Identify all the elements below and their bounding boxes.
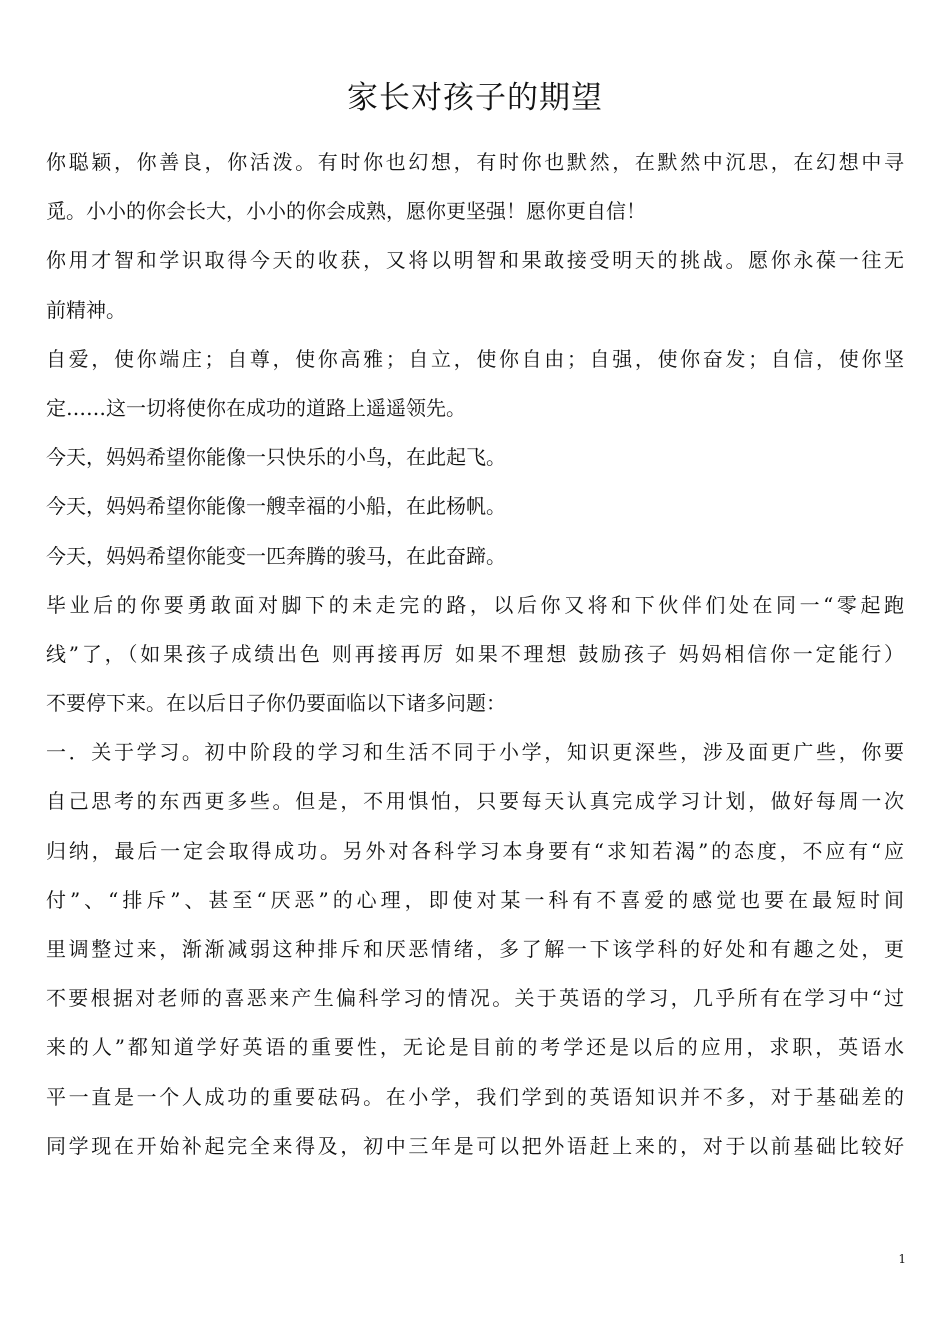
text-line: 前精神。 [46,297,126,322]
text-line: 一．关于学习。初中阶段的学习和生活不同于小学，知识更深些，涉及面更广些，你要 [46,740,904,765]
text-line: 线”了，（如果孩子成绩出色 则再接再厉 如果不理想 鼓励孩子 妈妈相信你一定能行） [46,641,904,666]
text-line: 平一直是一个人成功的重要砝码。在小学，我们学到的英语知识并不多，对于基础差的 [46,1084,904,1109]
text-line: 今天，妈妈希望你能像一只快乐的小鸟，在此起飞。 [46,445,506,470]
text-line: 你聪颖，你善良，你活泼。有时你也幻想，有时你也默然，在默然中沉思，在幻想中寻 [46,150,904,174]
text-line: 同学现在开始补起完全来得及，初中三年是可以把外语赶上来的，对于以前基础比较好 [46,1133,904,1158]
text-line: 付”、“排斥”、甚至“厌恶”的心理，即使对某一科有不喜爱的感觉也要在最短时间 [46,887,904,912]
text-line: 来的人”都知道学好英语的重要性，无论是目前的考学还是以后的应用，求职，英语水 [46,1035,904,1060]
text-line: 毕业后的你要勇敢面对脚下的未走完的路，以后你又将和下伙伴们处在同一“零起跑 [46,592,904,617]
text-line: 归纳，最后一定会取得成功。另外对各科学习本身要有“求知若渴”的态度，不应有“应 [46,838,904,863]
page-number: 1 [898,1252,906,1266]
text-line: 觅。小小的你会长大，小小的你会成熟，愿你更坚强！愿你更自信！ [46,199,646,224]
text-line: 不要根据对老师的喜恶来产生偏科学习的情况。关于英语的学习，几乎所有在学习中“过 [46,986,904,1011]
text-line: 自己思考的东西更多些。但是，不用惧怕，只要每天认真完成学习计划，做好每周一次 [46,789,904,814]
document-title: 家长对孩子的期望 [347,80,603,116]
text-line: 定……这一切将使你在成功的道路上遥遥领先。 [46,395,466,420]
text-line: 今天，妈妈希望你能像一艘幸福的小船，在此杨帆。 [46,494,506,519]
text-line: 不要停下来。在以后日子你仍要面临以下诸多问题： [46,691,506,716]
text-line: 你用才智和学识取得今天的收获，又将以明智和果敢接受明天的挑战。愿你永葆一往无 [46,248,904,273]
text-line: 里调整过来，渐渐减弱这种排斥和厌恶情绪，多了解一下该学科的好处和有趣之处，更 [46,937,904,961]
document-body [46,138,904,1171]
text-line: 自爱，使你端庄；自尊，使你高雅；自立，使你自由；自强，使你奋发；自信，使你坚 [46,346,904,371]
text-line: 今天，妈妈希望你能变一匹奔腾的骏马，在此奋蹄。 [46,543,506,568]
